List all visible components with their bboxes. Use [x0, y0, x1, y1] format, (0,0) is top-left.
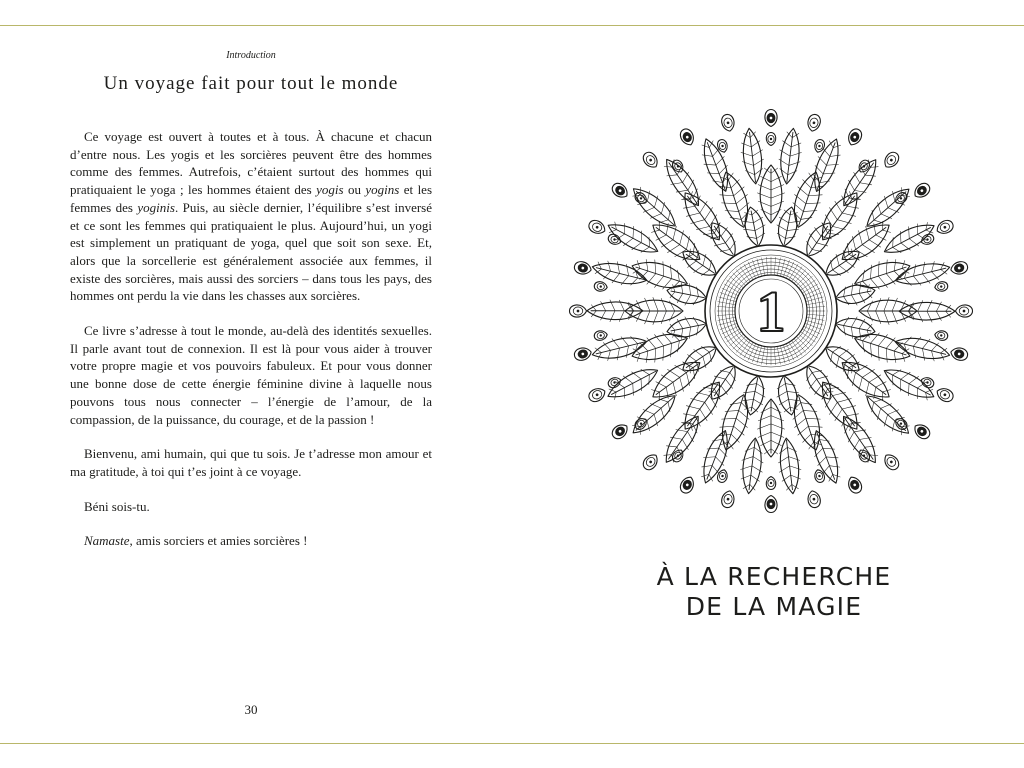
leaf-middle: [812, 185, 868, 248]
leaf-outer: [695, 427, 735, 487]
italic-text: yoginis: [137, 199, 175, 215]
seed-pod-outer: [587, 218, 608, 236]
seed-pod-outer: [573, 260, 592, 276]
text-run: Ce voyage est ouvert à toutes et à tous. À chacune et chacun d’entre nous. Les yogis et les sorcières peuvent être des hommes comme des femmes. Autrefois, c’étaient surtout des hommes qui pratiquaient le yoga ; les hommes étaient des: [70, 129, 432, 198]
text-run: ou: [343, 182, 366, 198]
text-run: , amis sorciers et amies sorcières !: [129, 533, 308, 549]
text-run: Ce livre s’adresse à tout le monde, au-delà des identités sexuelles. Il parle avant tout de connexion. Il est là pour vous aider à trouver votre propre magie et vos pouvoirs fabuleux. Et pour vous donner une bonne dose de cette énergie féminine divine à laquelle nous pouvons tous nous connecter – l’énergie de l’amour, de la compassion, de la puissance, du courage, et de la passion !: [70, 323, 432, 427]
leaf-middle: [812, 374, 868, 437]
leaf-middle: [850, 253, 914, 297]
body-paragraph: [70, 532, 432, 550]
seed-pod-mid: [671, 448, 686, 464]
leaf-middle: [674, 374, 730, 437]
seed-pod-mid: [934, 281, 948, 292]
seed-pod-mid: [920, 233, 936, 247]
seed-pod-outer: [678, 475, 696, 496]
seed-pod-mid: [594, 281, 608, 292]
seed-pod-outer: [935, 218, 956, 236]
body-paragraph: [70, 128, 432, 305]
seed-pod-outer: [720, 113, 736, 132]
seed-pod-outer: [587, 386, 608, 404]
leaf-outer: [860, 181, 916, 234]
seed-pod-mid: [766, 477, 775, 490]
text-run: Bienvenu, ami humain, qui que tu sois. Je t’adresse mon amour et ma gratitude, à toi qui t’es joint à ce voyage.: [70, 446, 432, 479]
seed-pod-outer: [610, 181, 631, 201]
seed-pod-outer: [950, 346, 969, 362]
seed-pod-outer: [846, 127, 864, 148]
seed-pod-mid: [607, 233, 623, 247]
seed-pod-outer: [678, 127, 696, 148]
running-head: Introduction: [226, 50, 276, 61]
seed-pod-outer: [610, 421, 631, 441]
seed-pod-outer: [846, 475, 864, 496]
text-run: Béni sois-tu.: [84, 498, 150, 514]
leaf-middle: [674, 185, 730, 248]
leaf-outer: [603, 216, 663, 261]
leaf-middle: [628, 325, 692, 369]
leaf-middle: [834, 352, 897, 408]
body-paragraph: [70, 322, 432, 428]
leaf-outer: [879, 216, 939, 261]
leaf-outer: [775, 437, 803, 495]
leaf-outer: [893, 331, 953, 366]
leaf-outer: [738, 127, 766, 185]
italic-text: Namaste: [84, 533, 130, 549]
leaf-middle: [645, 214, 708, 270]
leaf-outer: [603, 361, 663, 406]
leaf-middle: [628, 253, 692, 297]
leaf-outer: [626, 388, 682, 441]
seed-pod-mid: [893, 416, 909, 432]
body-paragraph: [70, 498, 432, 516]
seed-pod-outer: [911, 421, 932, 441]
chapter-title: Un voyage fait pour tout le monde: [103, 73, 399, 94]
seed-pod-outer: [935, 386, 956, 404]
right-page: [540, 0, 1024, 768]
part-title: [574, 562, 974, 622]
left-page: [70, 0, 432, 768]
leaf-middle: [625, 297, 683, 324]
seed-pod-mid: [934, 330, 948, 341]
medallion: [705, 245, 837, 377]
leaf-outer: [776, 127, 804, 185]
body-text: [70, 128, 432, 567]
text-run: . Puis, au siècle dernier, l’équilibre s’est inversé et ce sont les femmes qui pratiquaient le plus. Aujourd’hui, un yogi est simplement un pratiquant de yoga, quel que soit son sexe. Et, alors que la sorcellerie est généralement associée aux femmes, il existe des sorcières, mais aussi des sorciers – dans tous les pays, des hommes ont perdu la vie dans les chasses aux sorcières.: [70, 199, 432, 304]
leaf-middle: [850, 325, 914, 369]
leaf-outer: [893, 257, 953, 292]
leaf-outer: [657, 410, 707, 468]
seed-pod-mid: [856, 158, 871, 174]
seed-pod-outer: [956, 305, 973, 317]
leaf-outer: [658, 153, 708, 212]
seed-pod-outer: [641, 451, 661, 472]
seed-pod-outer: [881, 150, 901, 171]
seed-pod-outer: [573, 346, 592, 362]
seed-pod-outer: [765, 496, 777, 513]
seed-pod-mid: [856, 448, 871, 464]
seed-pod-mid: [766, 133, 775, 146]
leaf-middle: [757, 165, 784, 223]
page-number: 30: [244, 702, 258, 717]
leaf-outer: [879, 361, 939, 406]
body-paragraph: [70, 445, 432, 480]
seed-pod-outer: [570, 305, 587, 317]
italic-text: yogis: [316, 182, 344, 198]
seed-pod-outer: [950, 260, 969, 276]
medallion-numeral: 1: [756, 279, 786, 344]
leaf-outer: [859, 388, 915, 442]
seed-pod-outer: [765, 110, 777, 127]
seed-pod-mid: [920, 375, 936, 389]
leaf-middle: [859, 297, 917, 324]
seed-pod-outer: [720, 490, 736, 509]
seed-pod-mid: [671, 158, 686, 174]
leaf-outer: [738, 437, 766, 495]
seed-pod-mid: [633, 191, 649, 207]
seed-pod-outer: [911, 181, 932, 201]
seed-pod-outer: [641, 150, 661, 171]
part-title-line-1: À LA RECHERCHE: [656, 562, 892, 591]
leaf-outer: [626, 181, 682, 235]
leaf-outer: [590, 256, 650, 291]
seed-pod-mid: [607, 375, 623, 389]
mandala-illustration: [566, 103, 976, 519]
leaf-outer: [835, 410, 885, 469]
seed-pod-mid: [594, 330, 608, 341]
part-title-line-2: DE LA MAGIE: [685, 592, 863, 621]
leaf-middle: [757, 399, 784, 457]
seed-pod-outer: [806, 490, 822, 509]
text-run: et les femmes des: [70, 182, 433, 215]
leaf-outer: [590, 331, 650, 366]
seed-pod-outer: [881, 451, 901, 472]
leaf-middle: [645, 352, 708, 408]
italic-text: yogins: [365, 182, 400, 198]
leaf-outer: [835, 153, 885, 211]
leaf-outer: [806, 135, 846, 195]
seed-pod-outer: [806, 113, 822, 132]
leaf-middle: [834, 214, 897, 270]
